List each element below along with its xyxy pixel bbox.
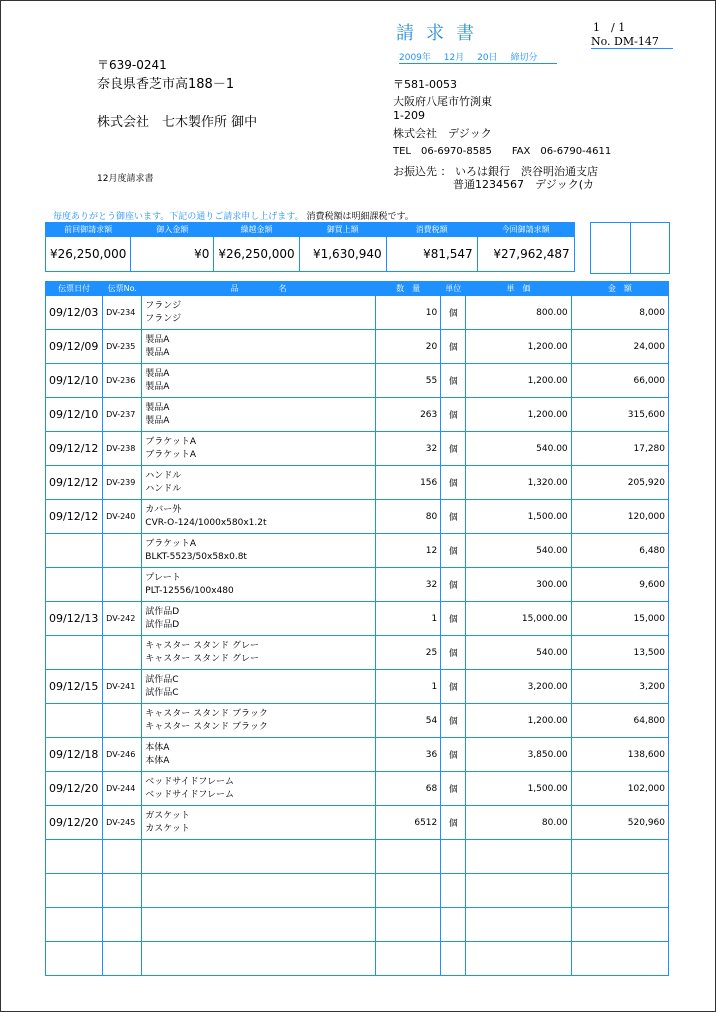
- item-name-cell: [142, 806, 376, 840]
- table-row: [46, 364, 669, 398]
- item-qty: 54: [376, 704, 441, 738]
- item-qty: 12: [376, 534, 441, 568]
- greeting-text: 毎度ありがとう御座います。下記の通りご請求申し上げます。: [53, 212, 304, 222]
- item-name1: 製品A: [145, 402, 170, 413]
- item-name-cell: [142, 908, 376, 942]
- issuer-address1: 大阪府八尾市竹渕東: [393, 95, 492, 108]
- item-name1: 製品A: [145, 334, 170, 345]
- item-no: [103, 704, 142, 738]
- table-row: [46, 432, 669, 466]
- item-amount: 120,000: [571, 500, 668, 534]
- item-amount: 13,500: [571, 636, 668, 670]
- bank-line2: 普通1234567 デジック(カ: [453, 178, 595, 191]
- item-unit: 個: [441, 534, 466, 568]
- item-date: [46, 942, 103, 976]
- item-unit: [441, 840, 466, 874]
- item-price: 540.00: [466, 636, 571, 670]
- item-amount: 9,600: [571, 568, 668, 602]
- item-price: 3,200.00: [466, 670, 571, 704]
- item-name2: キャスター スタンド ブラック: [145, 721, 268, 732]
- item-no: [103, 636, 142, 670]
- item-name-cell: [142, 704, 376, 738]
- item-name1: カバー外: [145, 504, 182, 515]
- table-row: [46, 602, 669, 636]
- item-price: 1,500.00: [466, 772, 571, 806]
- item-date: 09/12/13: [46, 602, 103, 636]
- item-no: DV-246: [103, 738, 142, 772]
- item-amount: 6,480: [571, 534, 668, 568]
- item-date: 09/12/10: [46, 398, 103, 432]
- summary-header: 前回御請求額: [46, 223, 131, 237]
- item-no: [103, 840, 142, 874]
- table-row: [46, 568, 669, 602]
- item-price: 540.00: [466, 534, 571, 568]
- item-price: 1,320.00: [466, 466, 571, 500]
- item-date: 09/12/10: [46, 364, 103, 398]
- invoice-title: 請求書: [396, 23, 486, 44]
- item-name-cell: [142, 840, 376, 874]
- item-date: 09/12/09: [46, 330, 103, 364]
- item-date: [46, 874, 103, 908]
- stamp-box: [591, 223, 631, 273]
- summary-value: ¥26,250,000: [46, 237, 131, 272]
- item-qty: [376, 908, 441, 942]
- table-row: [46, 636, 669, 670]
- item-price: [466, 874, 571, 908]
- table-row: [46, 806, 669, 840]
- item-qty: 36: [376, 738, 441, 772]
- item-unit: [441, 874, 466, 908]
- item-name2: ハンドル: [145, 483, 182, 494]
- table-row: [46, 500, 669, 534]
- item-no: DV-245: [103, 806, 142, 840]
- item-no: DV-242: [103, 602, 142, 636]
- item-no: DV-235: [103, 330, 142, 364]
- item-name-cell: [142, 296, 376, 330]
- item-date: [46, 840, 103, 874]
- item-name-cell: [142, 568, 376, 602]
- summary-table: [45, 222, 575, 272]
- item-unit: 個: [441, 704, 466, 738]
- item-qty: 80: [376, 500, 441, 534]
- item-qty: 156: [376, 466, 441, 500]
- item-amount: 315,600: [571, 398, 668, 432]
- item-date: 09/12/15: [46, 670, 103, 704]
- item-name2: BLKT-5523/50x58x0.8t: [145, 551, 247, 562]
- detail-header: 伝票No.: [103, 282, 142, 296]
- item-unit: [441, 942, 466, 976]
- item-name1: プレート: [145, 572, 181, 583]
- item-unit: 個: [441, 500, 466, 534]
- item-name2: PLT-12556/100x480: [145, 585, 234, 596]
- bank-line1: お振込先 ： いろは銀行 渋谷明治通支店: [393, 165, 598, 178]
- item-price: 800.00: [466, 296, 571, 330]
- item-price: 1,200.00: [466, 704, 571, 738]
- detail-header: 品 名: [142, 282, 376, 296]
- item-price: [466, 840, 571, 874]
- closing-date: [399, 50, 557, 64]
- item-no: [103, 534, 142, 568]
- item-no: [103, 908, 142, 942]
- item-qty: [376, 840, 441, 874]
- document-number: No. DM-147: [591, 35, 673, 49]
- summary-value: ¥27,962,487: [477, 237, 574, 272]
- item-amount: 8,000: [571, 296, 668, 330]
- monthly-label: 12月度請求書: [97, 174, 154, 184]
- item-name2: 製品A: [145, 381, 170, 392]
- greeting: [53, 209, 414, 222]
- item-name-cell: [142, 330, 376, 364]
- item-unit: 個: [441, 602, 466, 636]
- item-unit: 個: [441, 636, 466, 670]
- item-name2: CVR-O-124/1000x580x1.2t: [145, 517, 267, 528]
- table-row: [46, 942, 669, 976]
- item-date: 09/12/03: [46, 296, 103, 330]
- item-name2: ブラケットA: [145, 449, 197, 460]
- item-amount: 24,000: [571, 330, 668, 364]
- table-row: [46, 908, 669, 942]
- item-date: [46, 636, 103, 670]
- item-unit: 個: [441, 432, 466, 466]
- item-unit: 個: [441, 330, 466, 364]
- item-price: 3,850.00: [466, 738, 571, 772]
- item-name1: キャスター スタンド グレー: [145, 640, 260, 651]
- item-name1: ガスケット: [145, 810, 190, 821]
- summary-header: 今回御請求額: [477, 223, 574, 237]
- closing-year: 2009年: [399, 53, 431, 63]
- item-date: [46, 908, 103, 942]
- item-no: [103, 874, 142, 908]
- summary-value: ¥26,250,000: [214, 237, 299, 272]
- item-unit: [441, 908, 466, 942]
- item-name1: フランジ: [145, 300, 182, 311]
- detail-body: [46, 296, 669, 976]
- issuer-address2: 1-209: [393, 109, 425, 122]
- item-amount: 205,920: [571, 466, 668, 500]
- table-row: [46, 738, 669, 772]
- item-qty: 25: [376, 636, 441, 670]
- item-no: DV-236: [103, 364, 142, 398]
- table-row: [46, 840, 669, 874]
- item-qty: [376, 942, 441, 976]
- item-name-cell: [142, 670, 376, 704]
- item-qty: 68: [376, 772, 441, 806]
- item-price: 540.00: [466, 432, 571, 466]
- summary-value: ¥1,630,940: [299, 237, 386, 272]
- item-name-cell: [142, 432, 376, 466]
- item-unit: 個: [441, 568, 466, 602]
- item-amount: 102,000: [571, 772, 668, 806]
- item-name1: 本体A: [145, 742, 170, 753]
- page-number: 1 / 1: [593, 21, 626, 34]
- item-name1: キャスター スタンド ブラック: [145, 708, 268, 719]
- item-name1: 製品A: [145, 368, 170, 379]
- item-price: 1,200.00: [466, 398, 571, 432]
- summary-header: 消費税額: [386, 223, 477, 237]
- issuer-name: 株式会社 デジック: [393, 127, 492, 140]
- item-no: DV-234: [103, 296, 142, 330]
- item-no: DV-240: [103, 500, 142, 534]
- customer-address: 奈良県香芝市高188－1: [97, 77, 235, 92]
- closing-day: 20日: [477, 53, 498, 63]
- item-qty: 263: [376, 398, 441, 432]
- item-unit: 個: [441, 466, 466, 500]
- item-name-cell: [142, 636, 376, 670]
- item-amount: 138,600: [571, 738, 668, 772]
- item-no: DV-239: [103, 466, 142, 500]
- item-name1: ベッドサイドフレーム: [145, 776, 235, 787]
- table-row: [46, 534, 669, 568]
- item-name-cell: [142, 942, 376, 976]
- item-date: 09/12/12: [46, 432, 103, 466]
- item-qty: 1: [376, 602, 441, 636]
- item-price: 1,500.00: [466, 500, 571, 534]
- table-row: [46, 466, 669, 500]
- item-date: 09/12/12: [46, 500, 103, 534]
- item-date: 09/12/20: [46, 772, 103, 806]
- item-price: 1,200.00: [466, 364, 571, 398]
- item-amount: 17,280: [571, 432, 668, 466]
- table-row: [46, 704, 669, 738]
- item-qty: 6512: [376, 806, 441, 840]
- item-name-cell: [142, 738, 376, 772]
- detail-header: 単位: [441, 282, 466, 296]
- summary-header: 繰越金額: [214, 223, 299, 237]
- item-date: 09/12/20: [46, 806, 103, 840]
- item-name2: 製品A: [145, 415, 170, 426]
- detail-table: [45, 281, 669, 976]
- table-row: [46, 398, 669, 432]
- item-no: DV-237: [103, 398, 142, 432]
- item-unit: 個: [441, 670, 466, 704]
- item-amount: [571, 874, 668, 908]
- item-name-cell: [142, 466, 376, 500]
- item-name-cell: [142, 500, 376, 534]
- item-unit: 個: [441, 738, 466, 772]
- item-name2: フランジ: [145, 313, 182, 324]
- item-date: [46, 568, 103, 602]
- summary-header: 御買上額: [299, 223, 386, 237]
- item-no: DV-241: [103, 670, 142, 704]
- item-amount: 15,000: [571, 602, 668, 636]
- item-qty: 1: [376, 670, 441, 704]
- item-unit: 個: [441, 364, 466, 398]
- table-row: [46, 330, 669, 364]
- detail-header: 金 額: [571, 282, 668, 296]
- issuer-tel: TEL 06-6970-8585 FAX 06-6790-4611: [393, 146, 612, 157]
- item-qty: 32: [376, 568, 441, 602]
- summary-value: ¥0: [131, 237, 214, 272]
- item-price: 1,200.00: [466, 330, 571, 364]
- customer-name: 株式会社 七木製作所 御中: [97, 115, 258, 130]
- item-amount: 64,800: [571, 704, 668, 738]
- customer-zip: 〒639-0241: [97, 58, 167, 72]
- item-qty: 55: [376, 364, 441, 398]
- item-price: 300.00: [466, 568, 571, 602]
- item-unit: 個: [441, 398, 466, 432]
- item-unit: 個: [441, 772, 466, 806]
- item-amount: 3,200: [571, 670, 668, 704]
- closing-label: 締切分: [510, 53, 538, 63]
- item-amount: [571, 840, 668, 874]
- item-amount: [571, 908, 668, 942]
- item-unit: 個: [441, 296, 466, 330]
- table-row: [46, 772, 669, 806]
- item-qty: [376, 874, 441, 908]
- closing-month: 12月: [443, 53, 465, 63]
- item-date: [46, 704, 103, 738]
- item-date: 09/12/12: [46, 466, 103, 500]
- item-name2: 製品A: [145, 347, 170, 358]
- stamp-box: [631, 223, 670, 273]
- table-row: [46, 670, 669, 704]
- item-name2: 試作品C: [145, 687, 179, 698]
- tax-note: 消費税額は明細課税です。: [306, 212, 414, 222]
- item-name2: カスケット: [145, 823, 190, 834]
- detail-header: 数 量: [376, 282, 441, 296]
- item-no: DV-238: [103, 432, 142, 466]
- item-name1: ハンドル: [145, 470, 182, 481]
- item-date: 09/12/18: [46, 738, 103, 772]
- item-price: [466, 908, 571, 942]
- item-name-cell: [142, 772, 376, 806]
- item-no: [103, 942, 142, 976]
- item-name-cell: [142, 602, 376, 636]
- item-qty: 10: [376, 296, 441, 330]
- item-name2: キャスター スタンド グレー: [145, 653, 260, 664]
- table-row: [46, 874, 669, 908]
- detail-header: 伝票日付: [46, 282, 103, 296]
- issuer-zip: 〒581-0053: [393, 78, 457, 91]
- item-no: DV-244: [103, 772, 142, 806]
- stamp-boxes: [590, 222, 670, 274]
- item-name-cell: [142, 874, 376, 908]
- item-name2: 本体A: [145, 755, 170, 766]
- item-name1: ブラケットA: [145, 436, 197, 447]
- item-date: [46, 534, 103, 568]
- item-name1: 試作品D: [145, 606, 180, 617]
- item-amount: 520,960: [571, 806, 668, 840]
- item-no: [103, 568, 142, 602]
- item-qty: 32: [376, 432, 441, 466]
- item-name2: ベッドサイドフレーム: [145, 789, 235, 800]
- item-price: [466, 942, 571, 976]
- detail-header: 単 価: [466, 282, 571, 296]
- item-price: 80.00: [466, 806, 571, 840]
- item-name-cell: [142, 364, 376, 398]
- item-name2: 試作品D: [145, 619, 180, 630]
- item-amount: 66,000: [571, 364, 668, 398]
- item-unit: 個: [441, 806, 466, 840]
- item-name1: ブラケットA: [145, 538, 197, 549]
- table-row: [46, 296, 669, 330]
- item-name-cell: [142, 534, 376, 568]
- item-amount: [571, 942, 668, 976]
- item-qty: 20: [376, 330, 441, 364]
- item-name-cell: [142, 398, 376, 432]
- item-name1: 試作品C: [145, 674, 179, 685]
- item-price: 15,000.00: [466, 602, 571, 636]
- summary-header: 御入金額: [131, 223, 214, 237]
- summary-value: ¥81,547: [386, 237, 477, 272]
